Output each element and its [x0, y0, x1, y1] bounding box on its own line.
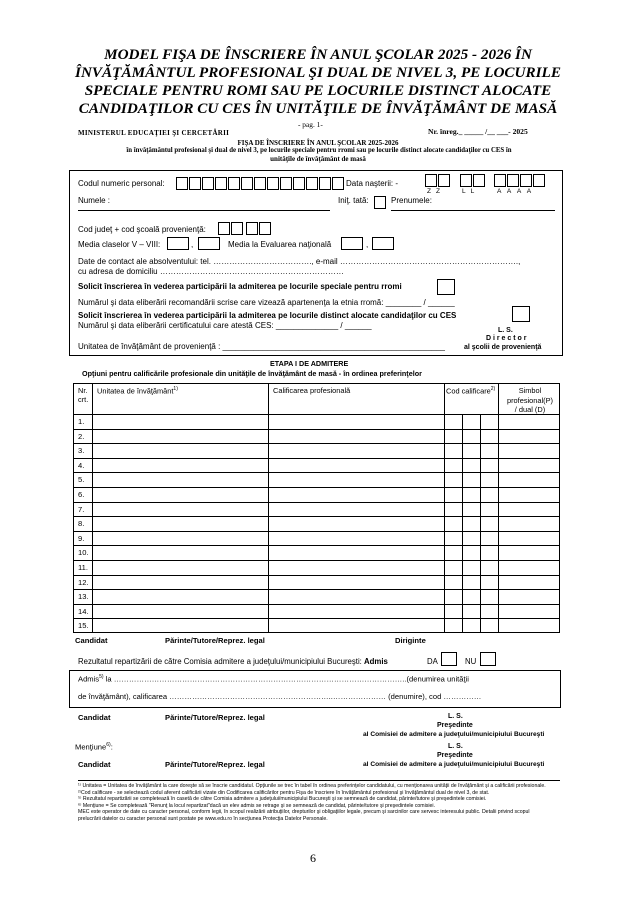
table-row[interactable]: 12.	[78, 577, 89, 587]
col-unit-label: Unitatea de învăţământ$^{1)}$	[97, 386, 178, 396]
footnote-1: ¹⁾ Unitatea = Unitatea de învăţământ la care doreşte să se înscrie candidatul. Opţiunile se trec în tabel în ordinea preferinţelor candidatului, cu menţionarea unităţii de învăţământ şi a calificării profesionale.	[78, 783, 546, 789]
col-nr-label: Nr.	[78, 386, 88, 395]
school-code-input[interactable]	[246, 222, 272, 235]
ces-certificate-line: Numărul şi data eliberării certificatului care atestă CES: ______________ / ______	[78, 321, 372, 330]
title-line-3: SPECIALE PENTRU ROMI SAU PE LOCURILE DISTINCT ALOCATE	[84, 82, 552, 99]
footnote-5: ⁵⁾ Rezultatul repartizării se completează în casetă de către Comisia admitere a judeţului/municipiului Bucureşti şi se semnează de candidat, părinte/tutore şi preşedintele comisiei.	[78, 796, 487, 803]
county-code-input[interactable]	[218, 222, 244, 235]
father-initial-input[interactable]	[374, 196, 386, 209]
table-row[interactable]: 10.	[78, 548, 89, 558]
table-divider	[480, 414, 481, 633]
birth-hint-year: AAAA	[497, 188, 537, 195]
national-exam-decimal[interactable]	[372, 237, 395, 250]
table-divider	[92, 383, 93, 633]
admitted-yes-checkbox[interactable]	[441, 652, 457, 666]
table-divider	[462, 414, 463, 633]
col-qualification-label: Calificarea profesională	[273, 386, 351, 395]
candidate-signature-label-2: Candidat	[78, 713, 111, 722]
table-row[interactable]: 1.	[78, 417, 85, 426]
birth-year-input[interactable]	[494, 174, 546, 187]
footnotes	[78, 783, 560, 823]
birth-day-input[interactable]	[425, 174, 451, 187]
ls-stamp-label: L. S.	[498, 327, 513, 334]
mention-label: Menţiune$^{6)}$:	[75, 742, 113, 752]
origin-school-line: Unitatea de învăţământ de provenienţă : __________________________________________________	[78, 342, 445, 351]
table-row-divider	[73, 472, 560, 473]
commission-president-label: Preşedinte	[437, 722, 473, 729]
page-marker: - pag. 1-	[298, 120, 323, 129]
parent-signature-label-3: Părinte/Tutore/Reprez. legal	[165, 760, 265, 769]
average-v-viii-integer[interactable]	[167, 237, 190, 250]
average-v-viii-label: Media claselor V – VIII:	[78, 240, 161, 249]
table-row-divider	[73, 589, 560, 590]
table-row-divider	[73, 487, 560, 488]
admission-line-1: Admis$^{5)}$ la ……………………………………………………………………………………………………..(denumirea unităţii	[78, 674, 469, 684]
stage-subtitle: Opţiuni pentru calificările profesionale din unităţile de învăţământ de masă - în ordinea preferinţelor	[82, 369, 422, 378]
title-line-2: ÎNVĂŢĂMÂNTUL PROFESIONAL ŞI DUAL DE NIVEL 3, PE LOCURILE	[75, 64, 561, 81]
table-row-divider	[73, 531, 560, 532]
candidate-signature-label-3: Candidat	[78, 760, 111, 769]
commission-ls-label: L. S.	[448, 713, 463, 720]
table-row[interactable]: 8.	[78, 519, 85, 529]
table-row-divider	[73, 516, 560, 517]
parent-signature-label-2: Părinte/Tutore/Reprez. legal	[165, 713, 265, 722]
da-label: DA	[427, 657, 438, 666]
comma-1: ,	[191, 240, 194, 249]
title-line-1: MODEL FIŞA DE ÎNSCRIERE ÎN ANUL ŞCOLAR 2025 - 2026 ÎN	[104, 46, 532, 63]
table-row-divider	[73, 502, 560, 503]
stage-title: ETAPA I DE ADMITERE	[270, 359, 349, 368]
first-name-label: Prenumele:	[391, 196, 432, 205]
table-row-divider	[73, 604, 560, 605]
director-label: D i r e c t o r	[486, 335, 527, 342]
cnp-input[interactable]	[176, 177, 345, 190]
ministry-label: MINISTERUL EDUCAŢIEI ŞI CERCETĂRII	[78, 129, 230, 137]
ces-request-checkbox[interactable]	[512, 306, 530, 322]
table-row[interactable]: 13.	[78, 592, 89, 602]
footnote-separator	[78, 780, 560, 781]
document-title	[40, 46, 596, 118]
birth-date-label: Data naşterii: -	[346, 179, 399, 188]
result-label: Rezultatul repartizării de către Comisia admitere a judeţului/municipiului Bucureşti: Admis	[78, 657, 388, 666]
admission-line-2: de învăţământ), calificarea ………………………………………………………..………………… (denumire), cod ……………	[78, 692, 482, 701]
form-title: FIŞA DE ÎNSCRIERE ÎN ANUL ŞCOLAR 2025-2026	[237, 139, 399, 147]
footnote-6: ⁶⁾ Menţiune = Se completează "Renunţ la locul repartizat"dacă un elev admis se retrage şi se semnează de candidat, părinte/tutore şi preşedintele comisiei.	[78, 802, 436, 809]
birth-hint-month: LL	[462, 188, 480, 195]
name-field[interactable]	[78, 210, 330, 211]
national-exam-integer[interactable]	[341, 237, 364, 250]
table-row-divider	[73, 443, 560, 444]
ces-request-label: Solicit înscrierea în vederea participării la admiterea pe locurile distinct alocate candidaţilor cu CES	[78, 311, 457, 320]
commission-president-label-2: Preşedinte	[437, 752, 473, 759]
table-header-divider	[73, 414, 560, 415]
roma-recommendation-line: Numărul şi data eliberării recomandării scrise care vizează apartenenţa la etnia rromă: ________ / ______	[78, 298, 455, 307]
birth-month-input[interactable]	[460, 174, 486, 187]
commission-ls-label-2: L. S.	[448, 743, 463, 750]
roma-request-label: Solicit înscrierea în vederea participării la admiterea pe locurile speciale pentru rromi	[78, 282, 402, 291]
form-subtitle-1: în învăţământul profesional şi dual de nivel 3, pe locurile speciale pentru rromi sau pe locurile distinct alocate candidaţilor cu CES în	[126, 147, 512, 154]
table-row[interactable]: 9.	[78, 533, 85, 543]
col-symbol-label: Simbol profesional(P) / dual (D)	[506, 386, 553, 415]
candidate-signature-label: Candidat	[75, 636, 108, 645]
birth-hint-day: ZZ	[427, 188, 446, 195]
contact-line-1: Date de contact ale absolventului: tel. ………………………………., e-mail ………………………………………………………….,	[78, 257, 521, 266]
admitted-no-checkbox[interactable]	[480, 652, 496, 666]
name-label: Numele :	[78, 196, 111, 205]
footnote-7: MEC este operator de date cu caracter personal, conform legii, în scopul realizării atribuţiilor, drepturilor şi obligaţiilor legale, precum şi sarcinilor care servesc interesului public. Detalii privind scopul	[78, 809, 530, 816]
county-school-label: Cod judeţ + cod şcoală provenienţă:	[78, 225, 206, 234]
contact-line-2: cu adresa de domiciliu ……………………………………………………………	[78, 267, 344, 276]
class-teacher-signature-label: Diriginte	[395, 636, 426, 645]
table-row[interactable]: 15.	[78, 621, 89, 631]
table-row-divider	[73, 458, 560, 459]
table-row-divider	[73, 618, 560, 619]
table-row-divider	[73, 560, 560, 561]
registration-number: Nr. înreg._ _____ /__ ___- 2025	[428, 127, 528, 136]
form-subtitle-2: unităţile de învăţământ de masă	[270, 155, 366, 163]
roma-request-checkbox[interactable]	[437, 279, 455, 295]
title-line-4: CANDIDAŢILOR CU CES ÎN UNITĂŢILE DE ÎNVĂŢĂMÂNT DE MASĂ	[78, 100, 558, 117]
director-school-label: al şcolii de provenienţă	[464, 344, 542, 351]
page-number: 6	[310, 851, 316, 865]
table-row[interactable]: 5.	[78, 475, 85, 485]
table-divider	[268, 383, 269, 633]
father-initial-label: Iniţ. tată:	[338, 196, 369, 205]
table-row[interactable]: 14.	[78, 606, 89, 616]
table-row[interactable]: 4.	[78, 460, 85, 470]
options-table	[73, 383, 560, 633]
footnote-2: ²⁾Cod calificare - se selectează codul aferent calificării vizate din Codificarea calificărilor pentru Fişa de înscriere în învăţământul profesional şi învăţământul dual de nivel 3, de stat.	[78, 789, 490, 796]
table-divider	[498, 383, 499, 633]
table-row[interactable]: 6.	[78, 490, 85, 499]
table-divider	[444, 383, 445, 633]
table-row-divider	[73, 575, 560, 576]
national-exam-label: Media la Evaluarea naţională	[228, 240, 332, 249]
average-v-viii-decimal[interactable]	[198, 237, 221, 250]
parent-signature-label: Părinte/Tutore/Reprez. legal	[165, 636, 265, 645]
col-crt-label: crt.	[78, 395, 89, 404]
first-name-field[interactable]	[391, 210, 555, 211]
cnp-label: Codul numeric personal:	[78, 179, 165, 188]
table-row[interactable]: 2.	[78, 431, 85, 441]
comma-2: ,	[366, 240, 369, 249]
table-row-divider	[73, 429, 560, 430]
commission-name-label-2: al Comisiei de admitere a judeţului/municipiului Bucureşti	[363, 761, 545, 768]
table-row[interactable]: 7.	[78, 504, 85, 514]
nu-label: NU	[465, 657, 477, 666]
footnote-8: prelucrării datelor cu caracter personal sunt postate pe www.edu.ro în secţiunea Protecţia Datelor Personale.	[78, 815, 328, 822]
table-row[interactable]: 3.	[78, 446, 85, 456]
table-row-divider	[73, 545, 560, 546]
commission-name-label: al Comisiei de admitere a judeţului/municipiului Bucureşti	[363, 731, 545, 738]
table-row[interactable]: 11.	[78, 563, 88, 572]
col-code-label: Cod calificare$^{2)}$	[446, 386, 496, 396]
